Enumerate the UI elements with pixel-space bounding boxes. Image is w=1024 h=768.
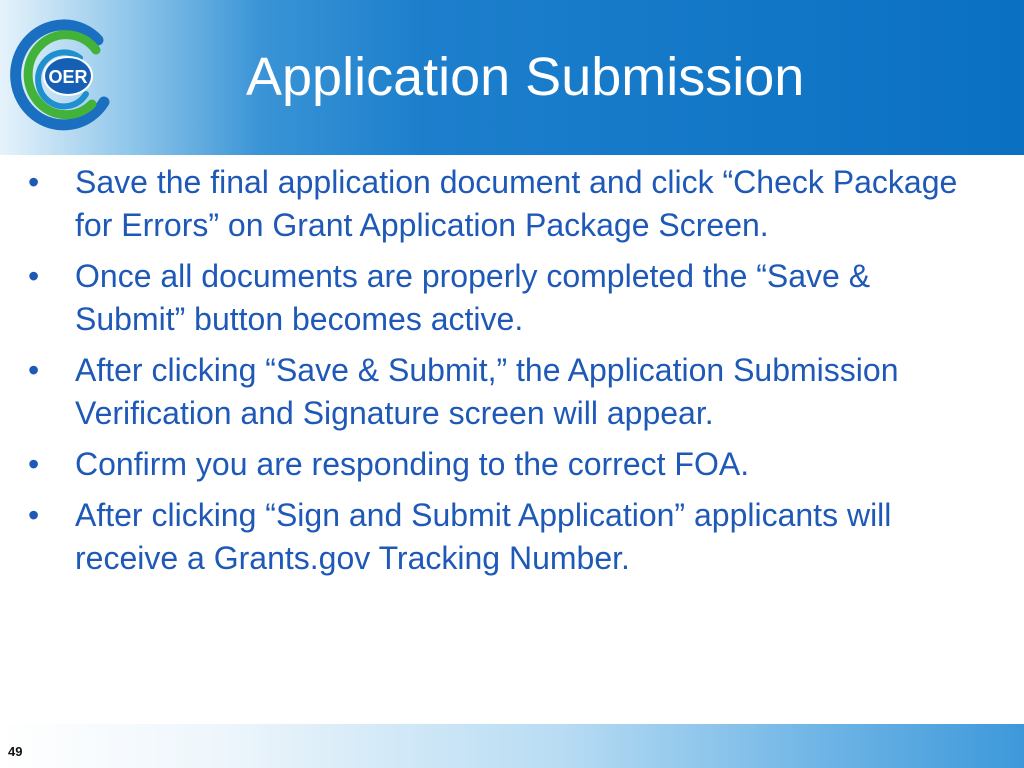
bullet-text: Once all documents are properly completed the “Save & Submit” button becomes active. (75, 258, 871, 337)
page-number: 49 (8, 744, 23, 759)
bullet-item (28, 349, 988, 435)
bullet-text: Save the final application document and click “Check Package for Errors” on Grant Application Package Screen. (75, 164, 958, 243)
bullet-list (28, 161, 988, 588)
bullet-icon: • (28, 258, 40, 294)
slide-title: Application Submission (246, 47, 805, 107)
bullet-item (28, 255, 988, 341)
oer-logo (4, 18, 116, 136)
bullet-icon: • (28, 352, 40, 388)
bullet-item (28, 443, 988, 486)
bullet-icon: • (28, 164, 40, 200)
bullet-text: After clicking “Sign and Submit Application” applicants will receive a Grants.gov Tracking Number. (75, 497, 892, 576)
bullet-item (28, 494, 988, 580)
bullet-text: Confirm you are responding to the correct FOA. (75, 446, 750, 482)
logo-text: OER (48, 67, 88, 87)
bullet-icon: • (28, 446, 40, 482)
footer-band (0, 724, 1024, 768)
bullet-item (28, 161, 988, 247)
bullet-text: After clicking “Save & Submit,” the Application Submission Verification and Signature screen will appear. (75, 352, 899, 431)
bullet-icon: • (28, 497, 40, 533)
